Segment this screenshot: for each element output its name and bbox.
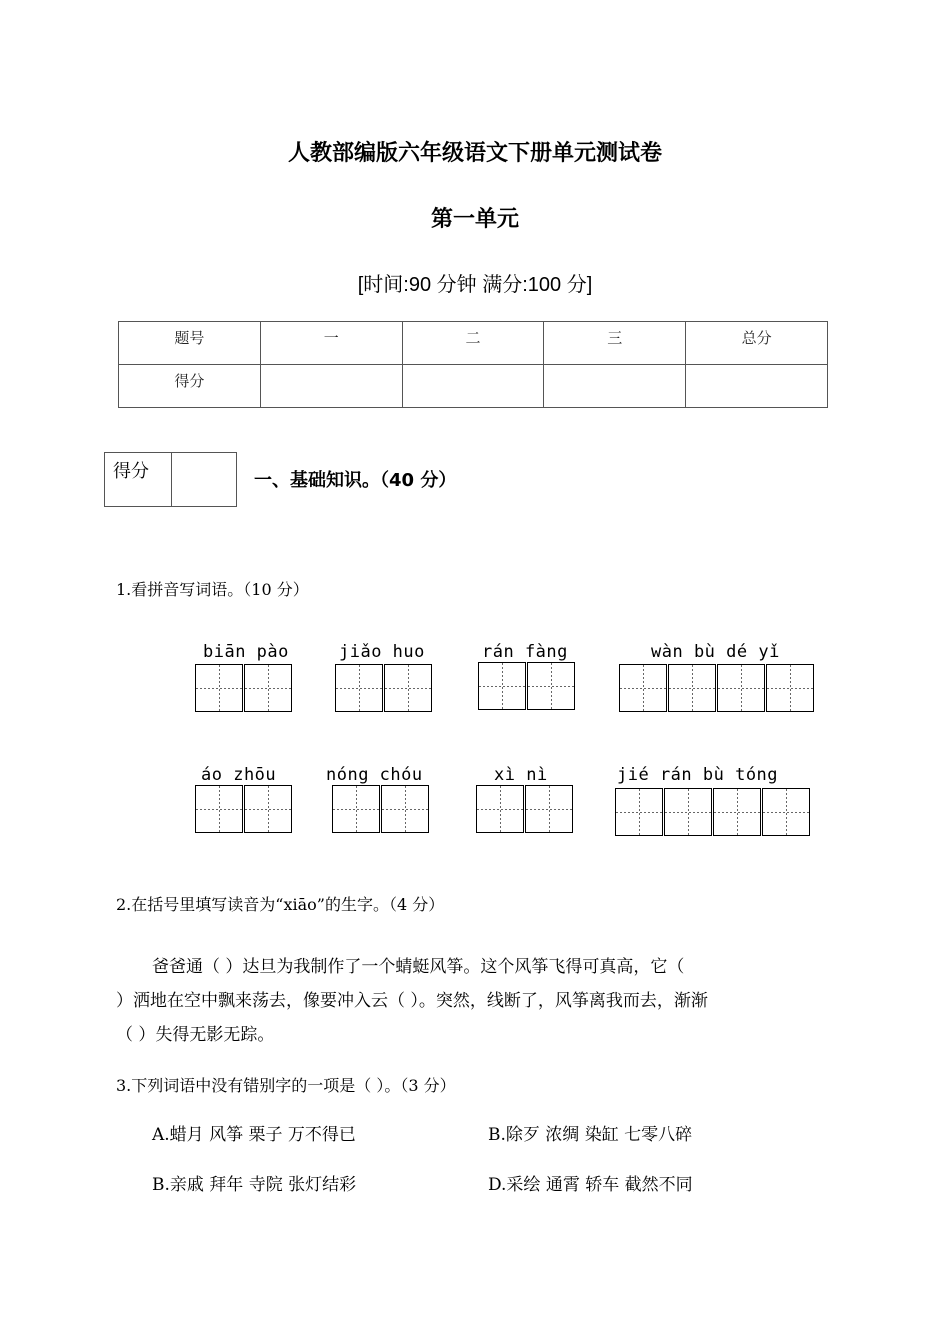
writing-cell[interactable]	[762, 788, 810, 836]
page-title: 人教部编版六年级语文下册单元测试卷	[287, 141, 662, 166]
pinyin-text: nóng chóu	[326, 765, 423, 785]
pinyin-text: xì nì	[494, 765, 548, 785]
table-row	[119, 365, 828, 408]
score-input-cell[interactable]	[402, 365, 544, 408]
paragraph-line: ）洒地在空中飘来荡去，像要冲入云（ ）。突然，线断了，风筝离我而去，渐渐	[116, 991, 708, 1011]
writing-cell[interactable]	[527, 662, 575, 710]
pinyin-text: jié rán bù tóng	[617, 765, 779, 785]
score-table	[118, 321, 828, 408]
writing-cell[interactable]	[525, 785, 573, 833]
writing-cell[interactable]	[476, 785, 524, 833]
pinyin-text: áo zhōu	[201, 765, 277, 785]
option-b: B.除歹 浓绸 染缸 七零八碎	[488, 1125, 693, 1145]
question-1-prompt: 1.看拼音写词语。（10 分）	[116, 580, 309, 599]
table-row	[119, 322, 828, 365]
option-d: D.采绘 通霄 轿车 截然不同	[488, 1175, 693, 1195]
paragraph-line: （ ）失得无影无踪。	[116, 1025, 275, 1045]
divider	[171, 453, 172, 506]
writing-cell[interactable]	[713, 788, 761, 836]
pinyin-text: biān pào	[203, 642, 289, 662]
writing-cell[interactable]	[478, 662, 526, 710]
table-cell: 三	[544, 322, 686, 365]
table-cell: 题号	[119, 322, 261, 365]
writing-cell[interactable]	[332, 785, 380, 833]
pinyin-text: wàn bù dé yǐ	[651, 642, 780, 662]
writing-cell[interactable]	[717, 664, 765, 712]
writing-cell[interactable]	[668, 664, 716, 712]
section-heading: 一、基础知识。（40 分）	[254, 470, 457, 491]
paragraph-line: 爸爸通（ ）达旦为我制作了一个蜻蜓风筝。这个风筝飞得可真高，它（	[152, 957, 685, 977]
writing-grid[interactable]	[478, 662, 576, 710]
writing-grid[interactable]	[615, 788, 811, 836]
writing-grid[interactable]	[195, 785, 293, 833]
question-2-prompt: 2.在括号里填写读音为“xiāo”的生字。（4 分）	[116, 895, 445, 914]
pinyin-text: jiǎo huo	[339, 642, 425, 662]
writing-cell[interactable]	[384, 664, 432, 712]
writing-grid[interactable]	[619, 664, 815, 712]
writing-cell[interactable]	[244, 664, 292, 712]
writing-cell[interactable]	[381, 785, 429, 833]
writing-cell[interactable]	[195, 785, 243, 833]
time-info: [时间:90 分钟 满分:100 分]	[357, 274, 593, 296]
writing-grid[interactable]	[476, 785, 574, 833]
option-c: B.亲戚 拜年 寺院 张灯结彩	[152, 1175, 357, 1195]
writing-cell[interactable]	[619, 664, 667, 712]
writing-cell[interactable]	[766, 664, 814, 712]
writing-grid[interactable]	[332, 785, 430, 833]
writing-grid[interactable]	[195, 664, 293, 712]
writing-cell[interactable]	[615, 788, 663, 836]
writing-cell[interactable]	[195, 664, 243, 712]
score-input-cell[interactable]	[686, 365, 828, 408]
table-cell: 一	[260, 322, 402, 365]
score-input-cell[interactable]	[544, 365, 686, 408]
writing-cell[interactable]	[664, 788, 712, 836]
writing-grid[interactable]	[335, 664, 433, 712]
table-cell: 总分	[686, 322, 828, 365]
pinyin-text: rán fàng	[482, 642, 568, 662]
option-a: A.蜡月 风筝 栗子 万不得已	[152, 1125, 356, 1145]
writing-cell[interactable]	[244, 785, 292, 833]
question-3-prompt: 3.下列词语中没有错别字的一项是（ ）。（3 分）	[116, 1076, 456, 1095]
section-score-box	[104, 452, 237, 507]
table-cell: 二	[402, 322, 544, 365]
unit-title: 第一单元	[430, 207, 519, 232]
table-cell: 得分	[119, 365, 261, 408]
section-score-label: 得分	[113, 461, 149, 482]
writing-cell[interactable]	[335, 664, 383, 712]
score-input-cell[interactable]	[260, 365, 402, 408]
